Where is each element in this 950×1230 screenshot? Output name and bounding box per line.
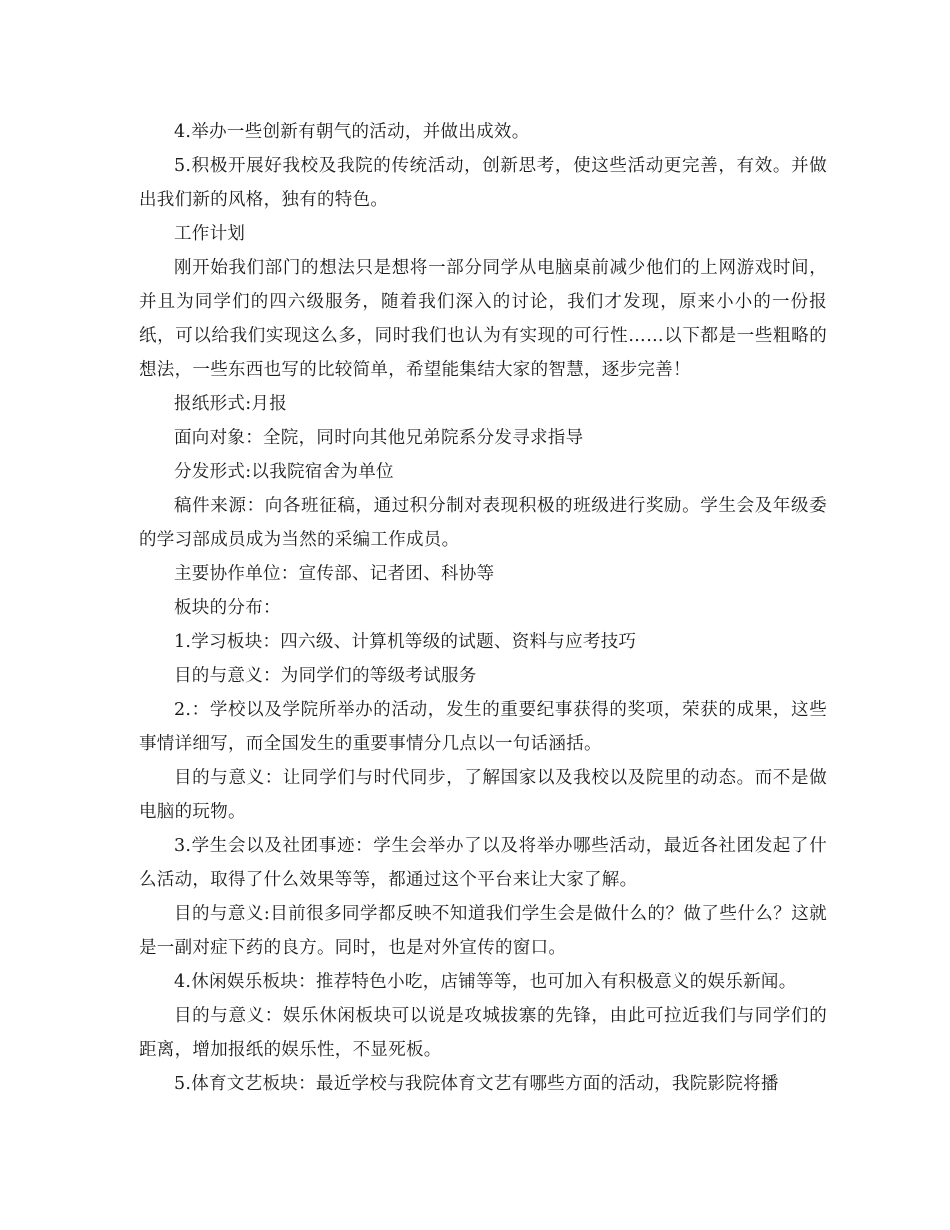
paragraph-section-layout: 板块的分布： — [174, 598, 281, 618]
paragraph-activity-5: 5.积极开展好我校及我院的传统活动，创新思考，使这些活动更完善，有效。并做出我们新的风格，独有的特色。 — [139, 156, 827, 210]
paragraph-newspaper-format: 报纸形式:月报 — [174, 394, 287, 414]
paragraph-intro: 刚开始我们部门的想法只是想将一部分同学从电脑桌前减少他们的上网游戏时间，并且为同学们的四六级服务，随着我们深入的讨论，我们才发现，原来小小的一份报纸，可以给我们实现这么多，同时我们也认为有实现的可行性……以下都是一些粗略的想法，一些东西也写的比较简单，希望能集结大家的智慧，逐步完善！ — [139, 258, 827, 380]
paragraph-distribution: 分发形式:以我院宿舍为单位 — [174, 462, 394, 482]
paragraph-news-purpose: 目的与意义：让同学们与时代同步，了解国家以及我校以及院里的动态。而不是做电脑的玩物。 — [139, 768, 827, 822]
paragraph-study-purpose: 目的与意义：为同学们的等级考试服务 — [174, 666, 477, 686]
paragraph-leisure-section: 4.休闲娱乐板块：推荐特色小吃，店铺等等，也可加入有积极意义的娱乐新闻。 — [174, 972, 797, 992]
document-body — [139, 115, 827, 1101]
paragraph-sports-arts-section: 5.体育文艺板块：最近学校与我院体育文艺有哪些方面的活动，我院影院将播 — [174, 1074, 779, 1094]
paragraph-activity-4: 4.举办一些创新有朝气的活动，并做出成效。 — [174, 122, 530, 142]
paragraph-cooperating-units: 主要协作单位：宣传部、记者团、科协等 — [174, 564, 495, 584]
section-heading-work-plan: 工作计划 — [174, 224, 246, 244]
paragraph-leisure-purpose: 目的与意义：娱乐休闲板块可以说是攻城拔寨的先锋，由此可拉近我们与同学们的距离，增加报纸的娱乐性，不显死板。 — [139, 1006, 827, 1060]
paragraph-student-union-section: 3.学生会以及社团事迹：学生会举办了以及将举办哪些活动，最近各社团发起了什么活动，取得了什么效果等等，都通过这个平台来让大家了解。 — [139, 836, 827, 890]
paragraph-news-section: 2.：学校以及学院所举办的活动，发生的重要纪事获得的奖项，荣获的成果，这些事情详细写，而全国发生的重要事情分几点以一句话涵括。 — [139, 700, 827, 754]
paragraph-student-union-purpose: 目的与意义:目前很多同学都反映不知道我们学生会是做什么的？做了些什么？这就是一副对症下药的良方。同时，也是对外宣传的窗口。 — [139, 904, 827, 958]
paragraph-manuscript-source: 稿件来源：向各班征稿，通过积分制对表现积极的班级进行奖励。学生会及年级委的学习部成员成为当然的采编工作成员。 — [139, 496, 827, 550]
paragraph-target-audience: 面向对象：全院，同时向其他兄弟院系分发寻求指导 — [174, 428, 584, 448]
paragraph-study-section: 1.学习板块：四六级、计算机等级的试题、资料与应考技巧 — [174, 632, 637, 652]
